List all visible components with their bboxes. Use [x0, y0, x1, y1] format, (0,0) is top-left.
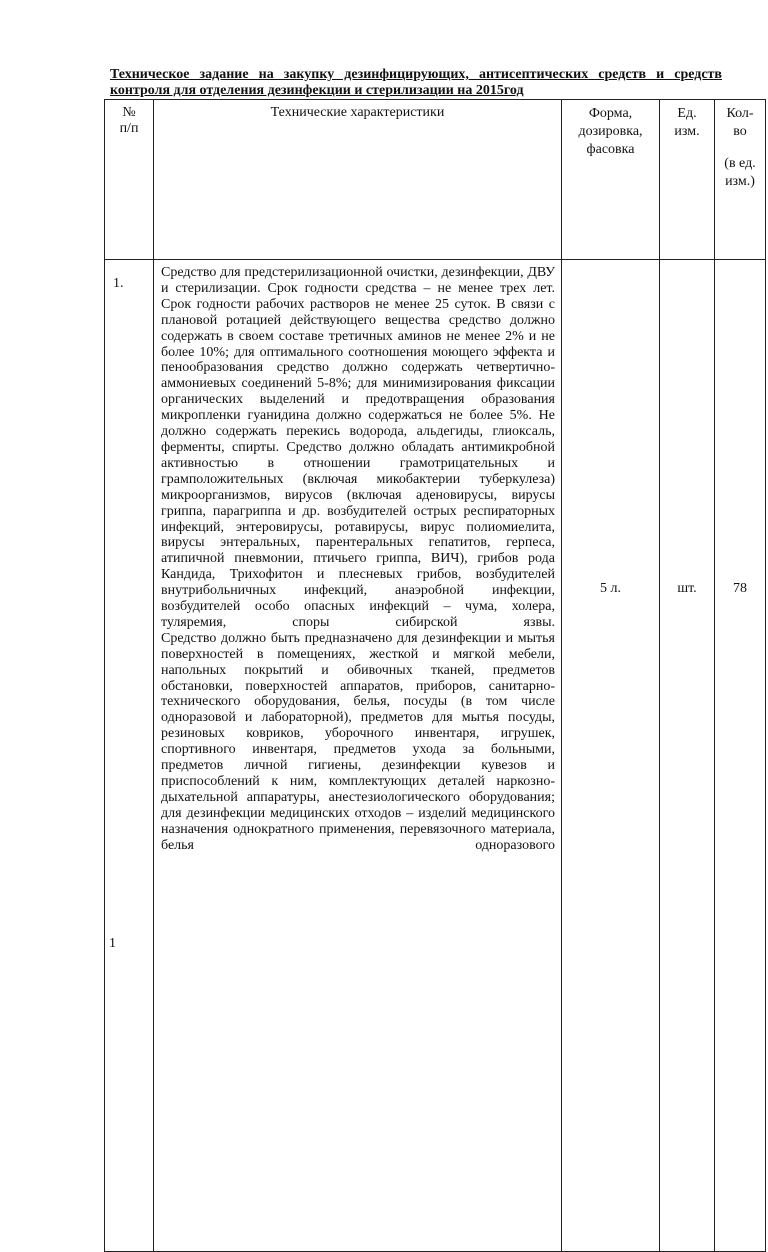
header-desc: Технические характеристики — [154, 100, 562, 260]
header-num — [105, 100, 154, 260]
row-desc — [154, 260, 562, 1252]
row-form: 5 л. — [562, 260, 660, 1252]
spec-table — [104, 99, 766, 1252]
table-header-row — [105, 100, 766, 260]
header-qty — [715, 100, 766, 260]
header-unit — [660, 100, 715, 260]
row-num: 1. — [105, 260, 154, 1252]
row-desc-paragraph-1: Средство для предстерилизационной очистки, дезинфекции, ДВУ и стерилизации. Срок годности средства – не менее трех лет. Срок годности рабочих растворов не менее 25 суток. В связи с плановой ротацией действующего вещества средство должно содержать в своем составе третичных аминов не менее 2% и не более 10%; для оптимального соотношения моющего эффекта и пенообразования средство должно содержать четвертично-аммониевых соединений 5-8%; для минимизирования фиксации органических выделений и предотвращения образования микропленки гуанидина должно содержаться не более 5%. Не должно содержать перекись водорода, альдегиды, глиоксаль, ферменты, спирты. Средство должно обладать антимикробной активностью в отношении грамотрицательных и грамположительных (включая микобактерии туберкулеза) микроорганизмов, вирусов (включая аденовирусы, вирусы гриппа, парагриппа и др. возбудителей острых респираторных инфекций, энтеровирусы, ротавирусы, вирус полиомиелита, вирусы энтеральных, парентеральных гепатитов, герпеса, атипичной пневмонии, птичьего гриппа, ВИЧ), грибов рода Кандида, Трихофитон и плесневых грибов, возбудителей внутрибольничных инфекций, анаэробной инфекции, возбудителей особо опасных инфекций – чума, холера, туляремия, споры сибирской язвы. — [161, 265, 555, 630]
page-number: 1 — [109, 936, 116, 951]
header-unit-text: Ед. изм. — [674, 106, 700, 139]
header-form — [562, 100, 660, 260]
header-qty-text: Кол-во — [726, 106, 754, 139]
header-form-text: Форма, дозировка, фасовка — [578, 106, 643, 157]
row-unit: шт. — [660, 260, 715, 1252]
row-desc-paragraph-2: Средство должно быть предназначено для дезинфекции и мытья поверхностей в помещениях, жесткой и мягкой мебели, напольных покрытий и обивочных тканей, предметов обстановки, поверхностей аппаратов, приборов, санитарно-технического оборудования, белья, посуды (в том числе одноразовой и лабораторной), предметов для мытья посуды, резиновых ковриков, уборочного инвентаря, игрушек, спортивного инвентаря, предметов ухода за больными, предметов личной гигиены, дезинфекции кувезов и приспособлений к ним, комплектующих деталей наркозно-дыхательной аппаратуры, анестезиологического оборудования; для дезинфекции медицинских отходов – изделий медицинского назначения однократного применения, перевязочного материала, белья одноразового — [161, 630, 555, 853]
table-row — [105, 260, 766, 1252]
document-title: Техническое задание на закупку дезинфицирующих, антисептических средств и средств контроля для отделения дезинфекции и стерилизации на 2015год — [110, 67, 722, 98]
header-num-symbol: № — [122, 105, 136, 120]
row-qty: 78 — [715, 260, 766, 1252]
header-qty-unit: (в ед. изм.) — [724, 156, 756, 189]
header-num-abbr: п/п — [119, 121, 139, 136]
